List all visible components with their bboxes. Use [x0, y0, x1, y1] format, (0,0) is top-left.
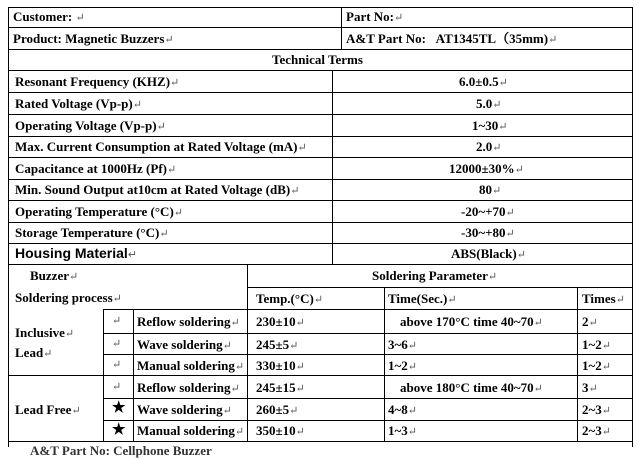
table-row-temp: 245±5↵	[256, 337, 299, 352]
spec-value: ABS(Black)↵	[451, 246, 526, 261]
table-row-time: above 170°C time 40~70↵	[400, 314, 543, 329]
table-row-time: 3~6↵	[388, 337, 417, 352]
customer-label: Customer: ↵	[13, 9, 85, 24]
temp-column-header: Temp.(°C)↵	[256, 291, 324, 306]
buzzer-header: Buzzer↵	[30, 268, 79, 283]
inclusive-lead-label-line2: Lead↵	[15, 345, 53, 360]
spec-name: Operating Temperature (°C)↵	[15, 204, 183, 219]
soldering-process-header: Soldering process↵	[15, 290, 122, 305]
lead-free-label: Lead Free↵	[15, 402, 81, 417]
table-row-time: 4~8↵	[388, 402, 417, 417]
paragraph-mark: ↵	[112, 359, 122, 371]
spec-value: -20~+70↵	[461, 204, 515, 219]
table-row-times: 1~2↵	[582, 337, 611, 352]
table-row-temp: 350±10↵	[256, 423, 305, 438]
product-label: Product: Magnetic Buzzers↵	[13, 31, 174, 46]
paragraph-mark: ↵	[112, 338, 122, 350]
paragraph-mark: ↵	[112, 315, 122, 327]
spec-name: Capacitance at 1000Hz (Pf)↵	[15, 161, 177, 176]
table-row-method: Wave soldering↵	[137, 337, 232, 352]
table-row-times: 2↵	[582, 314, 598, 329]
spec-value: 1~30↵	[472, 118, 508, 133]
spec-value: -30~+80↵	[461, 225, 515, 240]
table-row-times: 2~3↵	[582, 423, 611, 438]
table-row-time: above 180°C time 40~70↵	[400, 380, 543, 395]
spec-value: 12000±30%↵	[449, 161, 524, 176]
table-row-temp: 245±15↵	[256, 380, 305, 395]
footer-partial-text: A&T Part No: Cellphone Buzzer	[30, 443, 212, 458]
table-row-temp: 260±5↵	[256, 402, 299, 417]
table-row-method: Wave soldering↵	[137, 402, 232, 417]
spec-name: Min. Sound Output at10cm at Rated Voltage (dB)↵	[15, 182, 300, 197]
spec-value: 5.0↵	[476, 96, 502, 111]
table-row-method: Manual soldering↵	[137, 423, 245, 438]
table-row-temp: 230±10↵	[256, 314, 305, 329]
technical-terms-title: Technical Terms	[272, 52, 363, 67]
soldering-parameter-header: Soldering Parameter↵	[372, 268, 498, 283]
paragraph-mark: ↵	[112, 381, 122, 393]
time-column-header: Time(Sec.)↵	[388, 291, 457, 306]
star-icon: ★	[112, 400, 126, 416]
spec-name: Operating Voltage (Vp-p)↵	[15, 118, 166, 133]
table-row-time: 1~3↵	[388, 423, 417, 438]
table-row-method: Reflow soldering↵	[137, 314, 240, 329]
table-row-times: 2~3↵	[582, 402, 611, 417]
star-icon: ★	[112, 422, 126, 438]
part-no-label: Part No:↵	[346, 9, 404, 24]
at-part-no: A&T Part No: AT1345TL（35mm)↵	[346, 31, 558, 46]
times-column-header: Times↵	[582, 291, 625, 306]
spec-name: Resonant Frequency (KHZ)↵	[15, 74, 180, 89]
spec-name: Rated Voltage (Vp-p)↵	[15, 96, 142, 111]
spec-name: Max. Current Consumption at Rated Voltage (mA)↵	[15, 139, 307, 154]
spec-value: 80↵	[479, 182, 502, 197]
spec-name: Storage Temperature (°C)↵	[15, 225, 169, 240]
table-row-method: Reflow soldering↵	[137, 380, 240, 395]
spec-value: 6.0±0.5↵	[459, 74, 508, 89]
table-row-temp: 330±10↵	[256, 358, 305, 373]
spec-value: 2.0↵	[476, 139, 502, 154]
inclusive-lead-label: Inclusive↵	[15, 325, 75, 340]
table-row-times: 1~2↵	[582, 358, 611, 373]
table-row-method: Manual soldering↵	[137, 358, 245, 373]
table-row-times: 3↵	[582, 380, 598, 395]
table-row-time: 1~2↵	[388, 358, 417, 373]
spec-name: Housing Material↵	[15, 245, 138, 261]
